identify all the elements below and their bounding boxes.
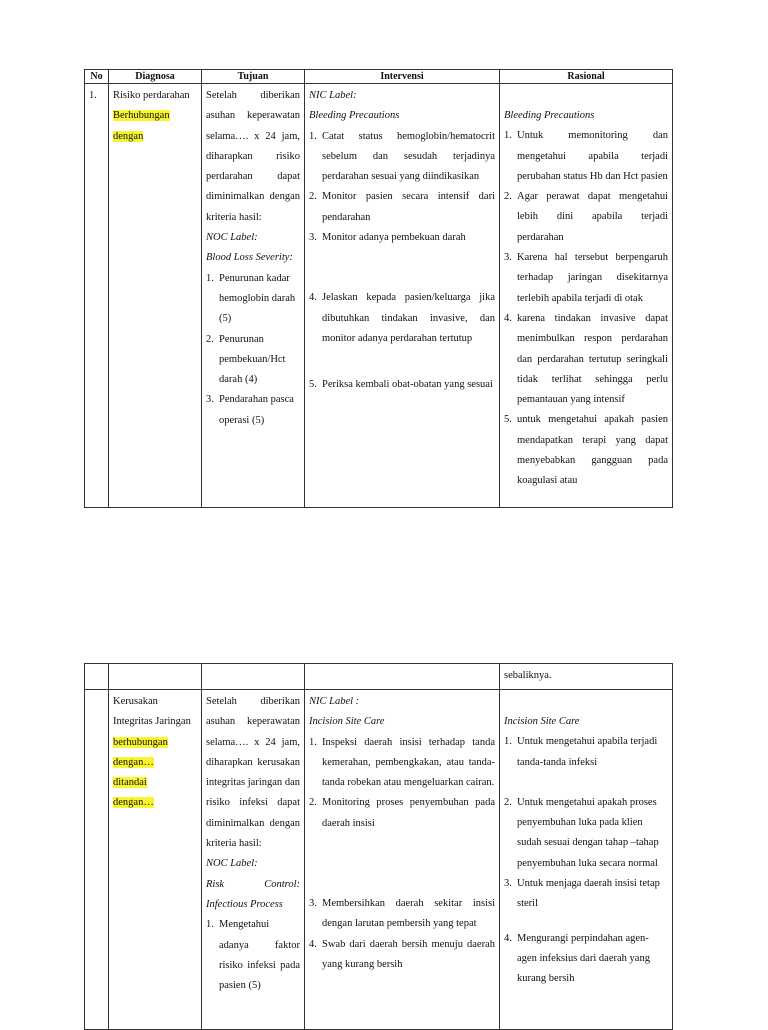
tujuan-cell [202, 690, 305, 1030]
tujuan-list [206, 269, 300, 431]
list-item: 1. Mengetahui adanya faktor risiko infeksi pada pasien (5) [206, 919, 300, 992]
list-item: 2. Untuk mengetahui apakah proses penyembuhan luka pada klien sudah sesuai dengan tahap –tahap penyembuhan luka secara normal [504, 796, 659, 869]
list-item: 3. Monitor adanya pembekuan darah [309, 232, 466, 244]
list-item: 5. Periksa kembali obat-obatan yang sesuai [309, 379, 493, 391]
header-diagnosa: Diagnosa [109, 70, 202, 84]
list-item: 4. Mengurangi perpindahan agen-agen infeksius dari daerah yang kurang bersih [504, 932, 650, 985]
list-item: 5. untuk mengetahui apakah pasien mendapatkan terapi yang dapat menyebabkan gangguan pada koagulasi atau [504, 414, 668, 487]
list-item: 2. Monitoring proses penyembuhan pada daerah insisi [309, 797, 495, 829]
header-row [85, 70, 673, 84]
noc-label: NOC Label: [206, 858, 258, 870]
tujuan-intro: Setelah diberikan asuhan keperawatan selama…. x 24 jam, diharapkan kerusakan integritas jaringan dan risiko infeksi dapat diminimalkan dengan kriteria hasil: [206, 696, 300, 850]
intervensi-cell [305, 690, 500, 1030]
nic-label: NIC Label : [309, 696, 360, 707]
diagnosa-highlight: dengan… [113, 797, 154, 809]
list-item: 2. Penurunan pembekuan/Hct darah (4) [206, 333, 286, 386]
list-item: 3. Untuk menjaga daerah insisi tetap steril [504, 878, 660, 910]
list-item: 1. Inspeksi daerah insisi terhadap tanda kemerahan, pembengkakan, atau tanda-tanda robekan atau mengeluarkan cairan. [309, 736, 495, 789]
diagnosa-text: Risiko perdarahan [113, 90, 190, 101]
list-item: 2. Monitor pasien secara intensif dari pendarahan [309, 191, 495, 223]
tujuan-intro: Setelah diberikan asuhan keperawatan selama…. x 24 jam, diharapkan risiko perdarahan dapat diminimalkan dengan kriteria hasil: [206, 90, 300, 223]
care-plan-table-2 [84, 663, 673, 1030]
rasional-title: Bleeding Precautions [504, 110, 595, 121]
list-item: 1. Untuk memonitoring dan mengetahui apabila terjadi perubahan status Hb dan Hct pasien [504, 130, 668, 182]
list-item: 1. Catat status hemoglobin/hematocrit sebelum dan sesudah terjadinya perdarahan sesuai yang diindikasikan [309, 130, 495, 183]
list-item: 4. Jelaskan kepada pasien/keluarga jika dibutuhkan tindakan invasive, dan monitor adanya perdarahan tertutup [309, 292, 495, 344]
list-item: 1. Penurunan kadar hemoglobin darah (5) [206, 272, 296, 325]
row-number: 1. [85, 84, 109, 508]
diagnosa-highlight: berhubungan [113, 736, 168, 748]
nic-name: Bleeding Precautions [309, 110, 400, 122]
rasional-cell [500, 690, 673, 1030]
table-row [85, 690, 673, 1030]
rasional-cell [500, 84, 673, 508]
rasional-list [504, 126, 668, 491]
list-item: 3. Pendarahan pasca operasi (5) [206, 394, 294, 426]
header-rasional: Rasional [500, 70, 673, 84]
intervensi-list [309, 733, 495, 976]
list-item: 1. Untuk mengetahui apabila terjadi tanda-tanda infeksi [504, 736, 658, 768]
header-no: No [85, 70, 109, 84]
list-item: 2. Agar perawat dapat mengetahui lebih dini apabila terjadi perdarahan [504, 191, 668, 243]
care-plan-table-1 [84, 69, 673, 508]
diagnosa-cell [109, 84, 202, 508]
intervensi-list [309, 127, 495, 396]
continuation-text: sebaliknya. [500, 664, 673, 690]
diagnosa-highlight: Berhubungan dengan [113, 110, 170, 142]
tujuan-list [206, 915, 300, 996]
diagnosa-highlight: ditandai [113, 777, 147, 789]
diagnosa-highlight: dengan… [113, 756, 154, 768]
rasional-list [504, 732, 668, 989]
rasional-title: Incision Site Care [504, 716, 580, 727]
nic-name: Incision Site Care [309, 716, 385, 728]
nic-label: NIC Label: [309, 90, 357, 101]
noc-name: Blood Loss Severity: [206, 252, 293, 264]
list-item: 4. Swab dari daerah bersih menuju daerah yang kurang bersih [309, 938, 495, 970]
intervensi-cell [305, 84, 500, 508]
continuation-row [85, 664, 673, 690]
list-item: 3. Karena hal tersebut berpengaruh terhadap jaringan disekitarnya terlebih apabila terjadi di otak [504, 252, 668, 304]
noc-label: NOC Label: [206, 232, 258, 244]
diagnosa-text: Kerusakan Integritas Jaringan [113, 696, 191, 728]
tujuan-cell [202, 84, 305, 508]
header-intervensi: Intervensi [305, 70, 500, 84]
noc-name: Risk Control: Infectious Process [206, 878, 300, 910]
header-tujuan: Tujuan [202, 70, 305, 84]
diagnosa-cell [109, 690, 202, 1030]
list-item: 3. Membersihkan daerah sekitar insisi dengan larutan pembersih yang tepat [309, 898, 495, 930]
table-row [85, 84, 673, 508]
list-item: 4. karena tindakan invasive dapat menimbulkan respon perdarahan dan perdarahan tertutup seringkali tidak terlihat sehingga perlu pemantauan yang intensif [504, 312, 668, 406]
